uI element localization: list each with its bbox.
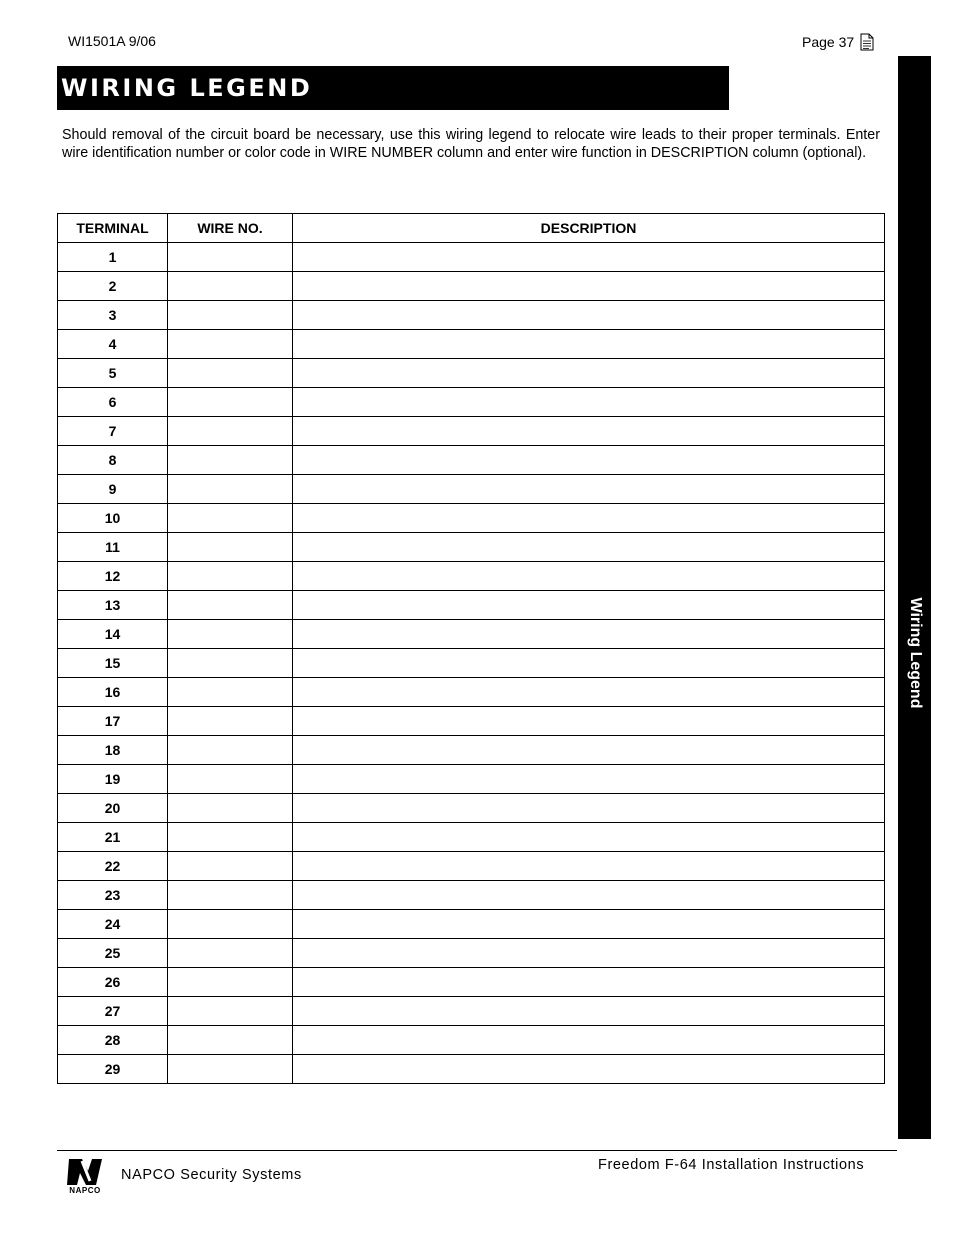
- table-row: [58, 620, 885, 649]
- page-label: Page 37: [802, 34, 855, 50]
- description-cell[interactable]: [293, 939, 885, 968]
- wire-no-cell[interactable]: [168, 968, 293, 997]
- table-row: [58, 736, 885, 765]
- wire-no-cell[interactable]: [168, 388, 293, 417]
- table-row: [58, 475, 885, 504]
- terminal-cell: 11: [58, 533, 168, 562]
- header-wire-no: WIRE NO.: [168, 214, 293, 243]
- table-header-row: [58, 214, 885, 243]
- description-cell[interactable]: [293, 533, 885, 562]
- description-cell[interactable]: [293, 417, 885, 446]
- wire-no-cell[interactable]: [168, 939, 293, 968]
- terminal-cell: 7: [58, 417, 168, 446]
- wire-no-cell[interactable]: [168, 475, 293, 504]
- terminal-cell: 29: [58, 1055, 168, 1084]
- description-cell[interactable]: [293, 1055, 885, 1084]
- description-cell[interactable]: [293, 794, 885, 823]
- wire-no-cell[interactable]: [168, 910, 293, 939]
- terminal-cell: 19: [58, 765, 168, 794]
- page-title: WIRING LEGEND: [61, 74, 313, 102]
- terminal-cell: 14: [58, 620, 168, 649]
- description-cell[interactable]: [293, 359, 885, 388]
- table-row: [58, 1026, 885, 1055]
- wire-no-cell[interactable]: [168, 1055, 293, 1084]
- terminal-cell: 2: [58, 272, 168, 301]
- description-cell[interactable]: [293, 272, 885, 301]
- footer-rule: [57, 1150, 897, 1151]
- wire-no-cell[interactable]: [168, 243, 293, 272]
- description-cell[interactable]: [293, 620, 885, 649]
- description-cell[interactable]: [293, 446, 885, 475]
- table-row: [58, 446, 885, 475]
- terminal-cell: 13: [58, 591, 168, 620]
- wire-no-cell[interactable]: [168, 359, 293, 388]
- terminal-cell: 10: [58, 504, 168, 533]
- wire-no-cell[interactable]: [168, 823, 293, 852]
- table-row: [58, 649, 885, 678]
- table-row: [58, 823, 885, 852]
- description-cell[interactable]: [293, 562, 885, 591]
- wire-no-cell[interactable]: [168, 301, 293, 330]
- description-cell[interactable]: [293, 504, 885, 533]
- terminal-cell: 4: [58, 330, 168, 359]
- table-row: [58, 794, 885, 823]
- table-row: [58, 997, 885, 1026]
- table-row: [58, 330, 885, 359]
- description-cell[interactable]: [293, 765, 885, 794]
- description-cell[interactable]: [293, 649, 885, 678]
- terminal-cell: 21: [58, 823, 168, 852]
- wire-no-cell[interactable]: [168, 1026, 293, 1055]
- terminal-cell: 3: [58, 301, 168, 330]
- table-row: [58, 968, 885, 997]
- side-tab: [898, 56, 931, 1139]
- description-cell[interactable]: [293, 330, 885, 359]
- description-cell[interactable]: [293, 736, 885, 765]
- wire-no-cell[interactable]: [168, 417, 293, 446]
- document-icon[interactable]: [860, 33, 874, 51]
- table-row: [58, 243, 885, 272]
- terminal-cell: 22: [58, 852, 168, 881]
- wire-no-cell[interactable]: [168, 736, 293, 765]
- side-tab-label: Wiring Legend: [906, 597, 924, 709]
- intro-paragraph: Should removal of the circuit board be necessary, use this wiring legend to relocate wire leads to their proper terminals. Enter wire identification number or color code in WIRE NUMBER column and enter wire function in DESCRIPTION column (optional).: [62, 127, 880, 161]
- terminal-cell: 8: [58, 446, 168, 475]
- terminal-cell: 17: [58, 707, 168, 736]
- table-row: [58, 301, 885, 330]
- wire-no-cell[interactable]: [168, 881, 293, 910]
- table-row: [58, 678, 885, 707]
- doc-id: WI1501A 9/06: [68, 33, 156, 49]
- wire-no-cell[interactable]: [168, 591, 293, 620]
- wire-no-cell[interactable]: [168, 649, 293, 678]
- description-cell[interactable]: [293, 475, 885, 504]
- wire-no-cell[interactable]: [168, 562, 293, 591]
- table-row: [58, 765, 885, 794]
- description-cell[interactable]: [293, 910, 885, 939]
- wiring-legend-table: [57, 213, 885, 1084]
- wire-no-cell[interactable]: [168, 678, 293, 707]
- terminal-cell: 16: [58, 678, 168, 707]
- terminal-cell: 15: [58, 649, 168, 678]
- page-number: [802, 33, 874, 51]
- table-row: [58, 417, 885, 446]
- terminal-cell: 24: [58, 910, 168, 939]
- table-row: [58, 359, 885, 388]
- table-row: [58, 852, 885, 881]
- terminal-cell: 1: [58, 243, 168, 272]
- wire-no-cell[interactable]: [168, 272, 293, 301]
- description-cell[interactable]: [293, 707, 885, 736]
- terminal-cell: 12: [58, 562, 168, 591]
- wire-no-cell[interactable]: [168, 852, 293, 881]
- terminal-cell: 23: [58, 881, 168, 910]
- wire-no-cell[interactable]: [168, 765, 293, 794]
- description-cell[interactable]: [293, 243, 885, 272]
- table-row: [58, 533, 885, 562]
- wire-no-cell[interactable]: [168, 620, 293, 649]
- table-row: [58, 881, 885, 910]
- product-name: Freedom F-64 Installation Instructions: [598, 1157, 865, 1173]
- logo-text: NAPCO: [69, 1186, 101, 1195]
- description-cell[interactable]: [293, 997, 885, 1026]
- wire-no-cell[interactable]: [168, 533, 293, 562]
- terminal-cell: 26: [58, 968, 168, 997]
- table-row: [58, 707, 885, 736]
- description-cell[interactable]: [293, 1026, 885, 1055]
- table-row: [58, 272, 885, 301]
- header-description: DESCRIPTION: [293, 214, 885, 243]
- terminal-cell: 27: [58, 997, 168, 1026]
- table-row: [58, 910, 885, 939]
- table-row: [58, 562, 885, 591]
- table-row: [58, 939, 885, 968]
- wire-no-cell[interactable]: [168, 330, 293, 359]
- table-row: [58, 1055, 885, 1084]
- description-cell[interactable]: [293, 678, 885, 707]
- description-cell[interactable]: [293, 301, 885, 330]
- company-name: NAPCO Security Systems: [121, 1167, 302, 1183]
- terminal-cell: 20: [58, 794, 168, 823]
- terminal-cell: 28: [58, 1026, 168, 1055]
- wire-no-cell[interactable]: [168, 504, 293, 533]
- description-cell[interactable]: [293, 591, 885, 620]
- terminal-cell: 9: [58, 475, 168, 504]
- wire-no-cell[interactable]: [168, 997, 293, 1026]
- description-cell[interactable]: [293, 968, 885, 997]
- wire-no-cell[interactable]: [168, 794, 293, 823]
- table-row: [58, 591, 885, 620]
- description-cell[interactable]: [293, 881, 885, 910]
- table-row: [58, 388, 885, 417]
- title-bar: [57, 66, 729, 110]
- terminal-cell: 6: [58, 388, 168, 417]
- terminal-cell: 18: [58, 736, 168, 765]
- header-terminal: TERMINAL: [58, 214, 168, 243]
- description-cell[interactable]: [293, 388, 885, 417]
- description-cell[interactable]: [293, 823, 885, 852]
- terminal-cell: 25: [58, 939, 168, 968]
- wire-no-cell[interactable]: [168, 446, 293, 475]
- wire-no-cell[interactable]: [168, 707, 293, 736]
- terminal-cell: 5: [58, 359, 168, 388]
- description-cell[interactable]: [293, 852, 885, 881]
- table-row: [58, 504, 885, 533]
